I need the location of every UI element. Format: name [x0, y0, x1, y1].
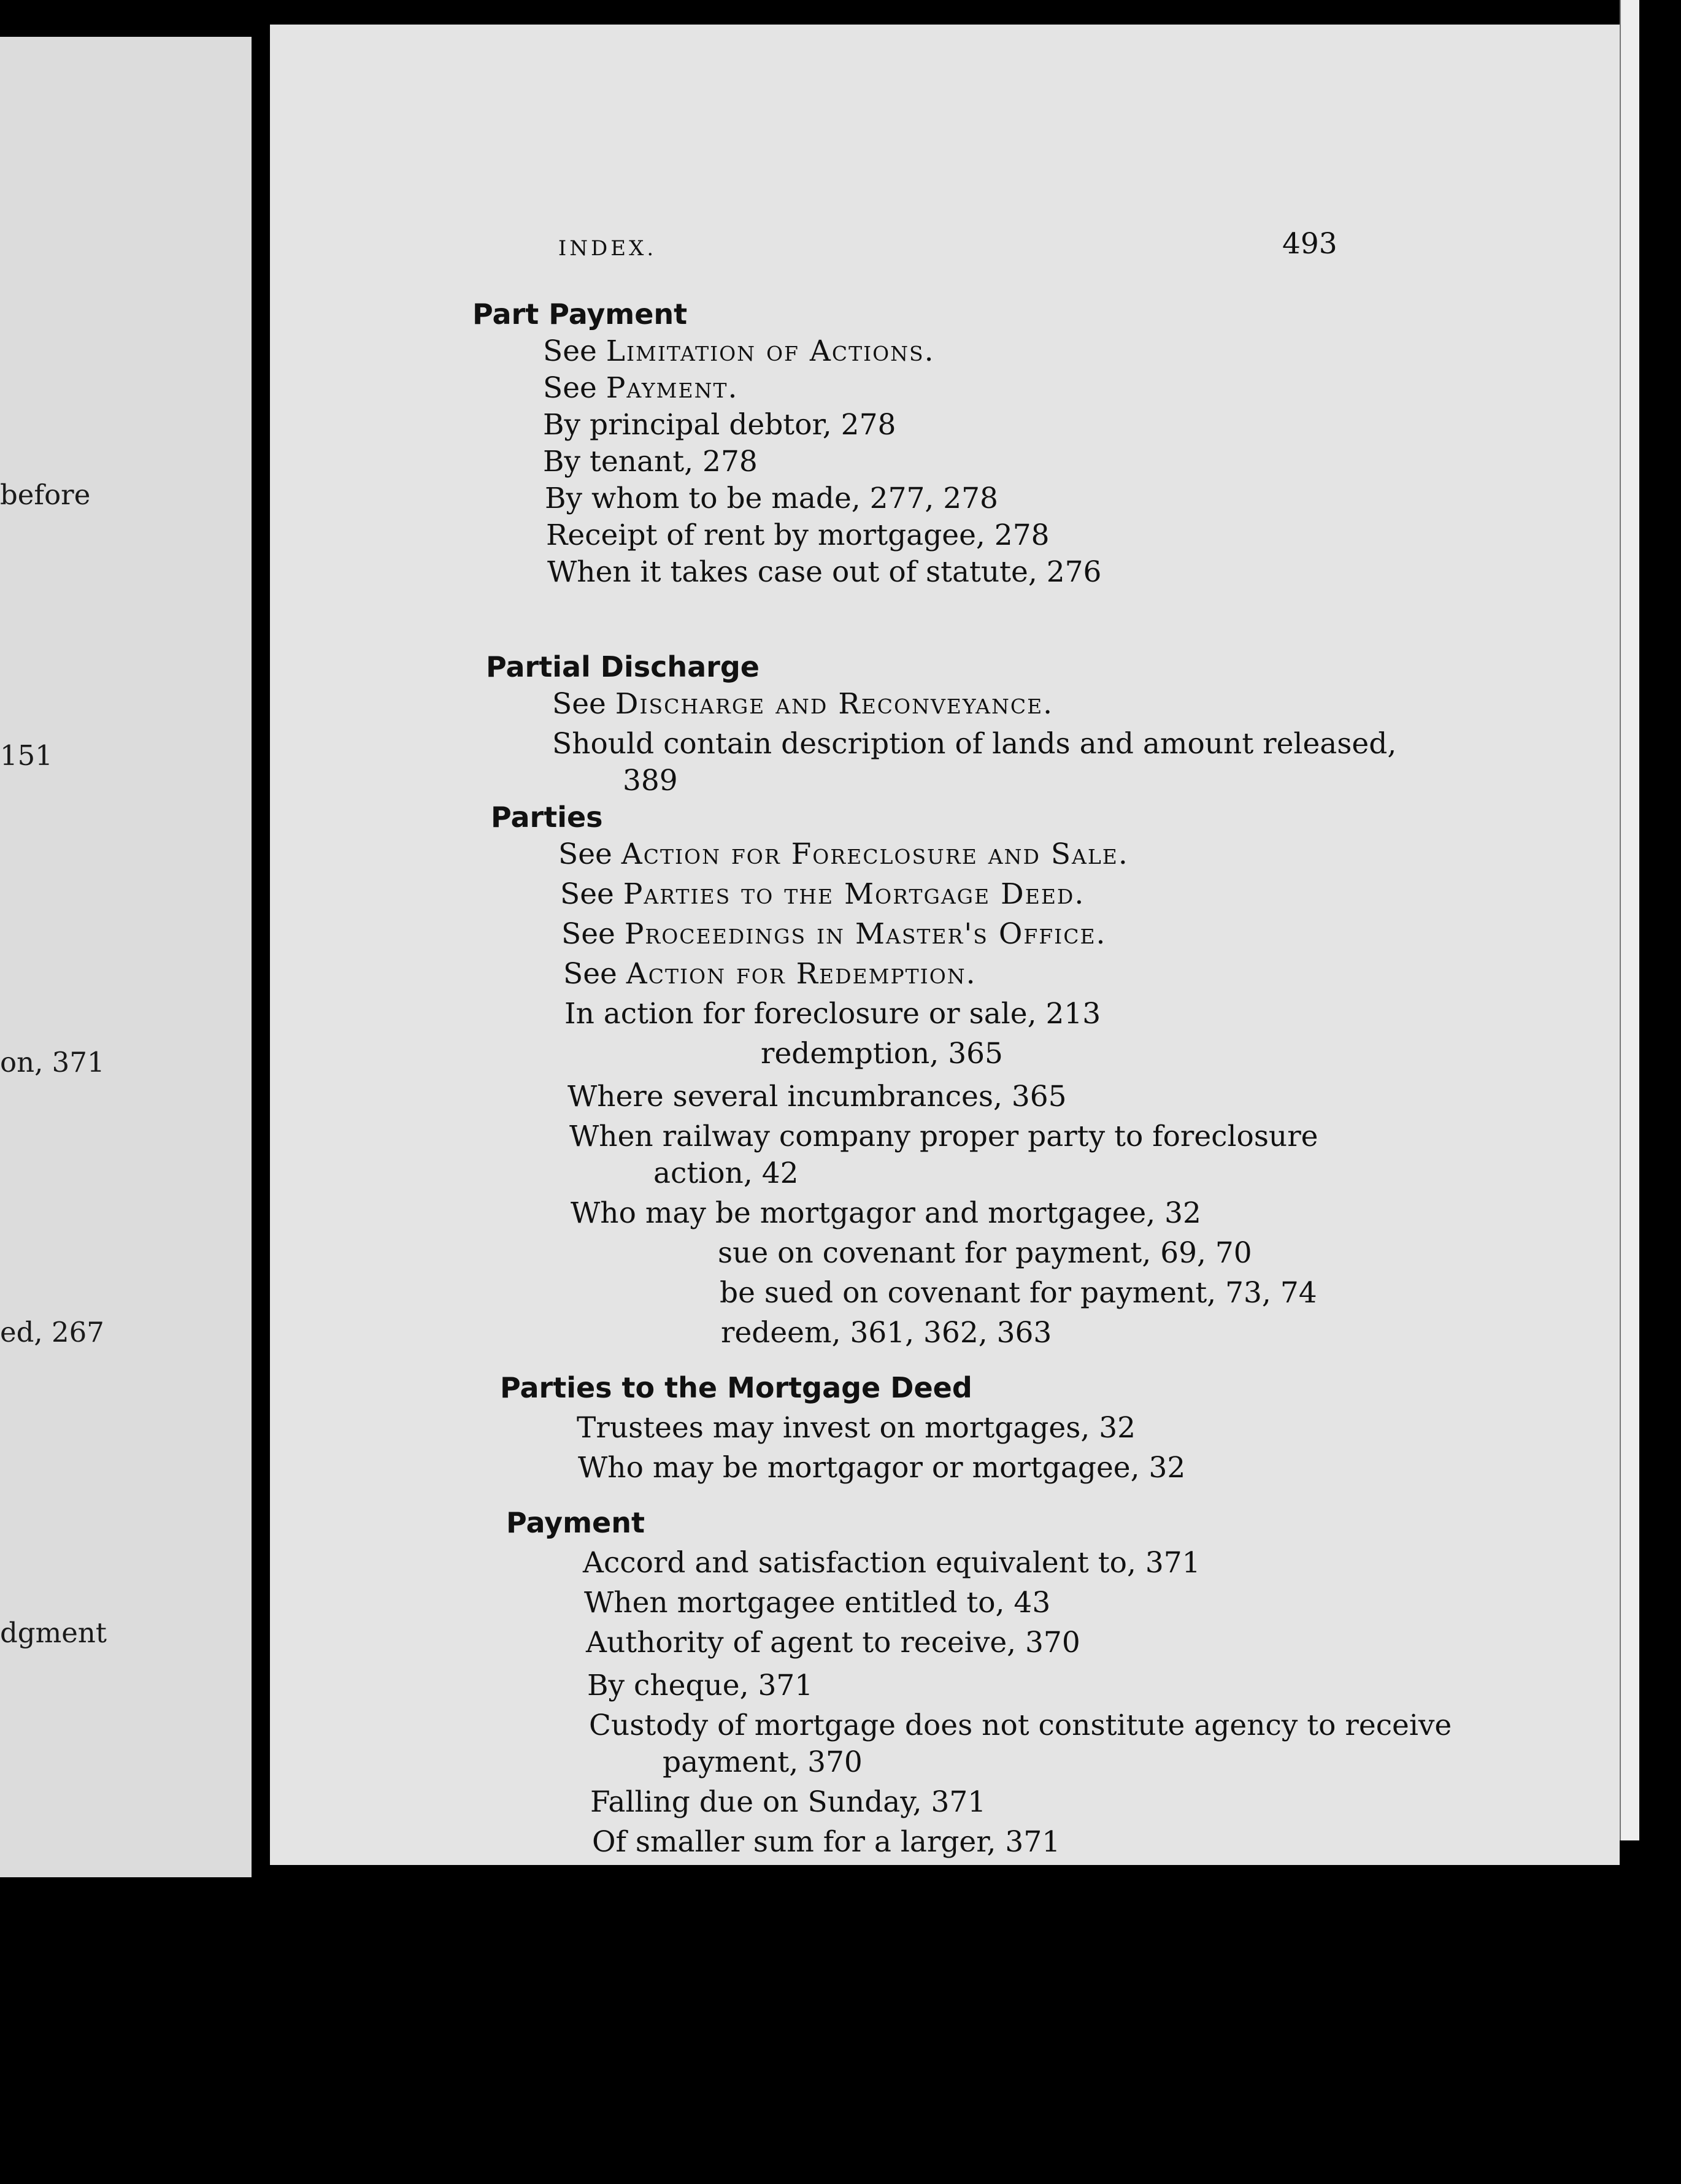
index-cross-reference: See Proceedings in Master's Office. — [561, 917, 1107, 951]
index-subentry: By principal debtor, 278 — [543, 408, 896, 442]
index-cross-reference: See Parties to the Mortgage Deed. — [560, 877, 1085, 911]
index-subentry: By tenant, 278 — [543, 445, 758, 479]
left-fragment: on, 371 — [0, 1046, 105, 1079]
index-subentry: Who may be mortgagor and mortgagee, 32 — [571, 1196, 1201, 1230]
index-subentry: Trustees may invest on mortgages, 32 — [577, 1411, 1136, 1445]
index-cross-reference: See Payment. — [543, 371, 739, 405]
index-cross-reference: See Discharge and Reconveyance. — [552, 687, 1054, 721]
index-heading: Parties — [491, 801, 603, 834]
page-number: 493 — [1282, 227, 1337, 261]
index-page — [270, 25, 1620, 1865]
index-subentry: By whom to be made, 277, 278 — [545, 482, 998, 515]
index-heading: Partial Discharge — [486, 650, 760, 683]
index-subentry: When railway company proper party to foreclosure — [569, 1120, 1318, 1153]
index-subentry: Authority of agent to receive, 370 — [586, 1626, 1080, 1659]
index-subentry-continuation: redeem, 361, 362, 363 — [721, 1316, 1052, 1350]
index-heading: Payment — [506, 1506, 645, 1539]
index-heading: Parties to the Mortgage Deed — [500, 1371, 972, 1404]
index-subentry: In action for foreclosure or sale, 213 — [564, 997, 1101, 1031]
left-fragment: dgment — [0, 1617, 107, 1649]
index-subentry: Custody of mortgage does not constitute agency to receive — [589, 1709, 1452, 1742]
book-gutter — [252, 37, 270, 1877]
index-subentry-continuation: redemption, 365 — [761, 1037, 1003, 1071]
index-cross-reference: See Limitation of Actions. — [543, 334, 935, 368]
index-heading: Part Payment — [472, 298, 688, 331]
index-subentry: By cheque, 371 — [587, 1669, 814, 1702]
index-subentry: When mortgagee entitled to, 43 — [584, 1586, 1051, 1620]
previous-page-strip — [0, 37, 252, 1877]
running-head: INDEX. — [558, 236, 657, 261]
index-cross-reference: See Action for Foreclosure and Sale. — [558, 837, 1129, 871]
index-subentry-continuation: be sued on covenant for payment, 73, 74 — [720, 1276, 1317, 1310]
left-fragment: ed, 267 — [0, 1316, 104, 1348]
index-subentry-continuation: payment, 370 — [663, 1745, 863, 1779]
index-subentry: Who may be mortgagor or mortgagee, 32 — [578, 1451, 1186, 1485]
index-subentry: Accord and satisfaction equivalent to, 371 — [583, 1546, 1201, 1580]
index-subentry: Receipt of rent by mortgagee, 278 — [546, 518, 1050, 552]
left-fragment: before — [0, 479, 91, 511]
index-subentry-continuation: 389 — [623, 764, 678, 798]
index-subentry-continuation: action, 42 — [653, 1156, 799, 1190]
index-subentry-continuation: sue on covenant for payment, 69, 70 — [718, 1236, 1252, 1270]
index-subentry: Should contain description of lands and amount released, — [552, 727, 1397, 761]
index-subentry: When it takes case out of statute, 276 — [547, 555, 1102, 589]
index-subentry: Falling due on Sunday, 371 — [590, 1785, 987, 1819]
index-subentry: Of smaller sum for a larger, 371 — [592, 1825, 1061, 1859]
index-cross-reference: See Action for Redemption. — [563, 957, 977, 991]
index-subentry: Where several incumbrances, 365 — [567, 1080, 1067, 1113]
page-edge — [1620, 0, 1639, 1840]
left-fragment: 151 — [0, 739, 53, 772]
